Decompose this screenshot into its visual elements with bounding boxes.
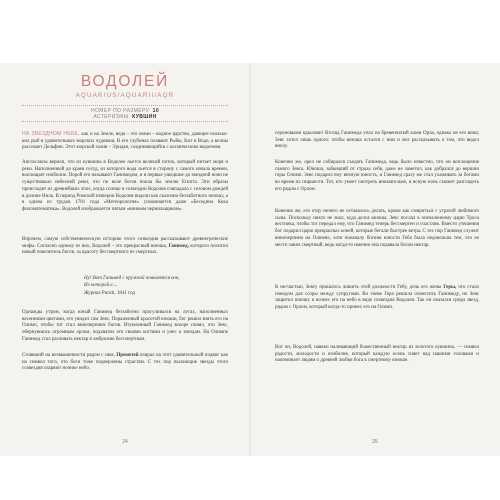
page-number-right: 25	[372, 439, 378, 445]
prometheus-text-2: взирал на этот удивительный подвиг как на символ того, что боги тоже подвержены страстям. С тех пор пылающие звезды этого созвездия озаряют ночное небо.	[22, 353, 229, 372]
paragraph-eagle-wings: сероновыми крылами! Взгляд Ганимеда упал на бревенчатый клюв Орла, однако не его вина; Зевс хотел лишь одного: чтобы юноша остался с ним и мог рассказывать о том, что видел внизу.	[275, 131, 479, 150]
divider-bottom	[22, 121, 228, 122]
asterism-value: КУВШИН	[132, 114, 157, 120]
paragraph-anglo-saxons: Англосаксы верили, что из кувшина в Водолее льется великий поток, который питает моря и реки. Наполненный до краев сосуд, из которого вода льется в сторону с самого начала времен, воплощает изобилие. Порой его называют Ганимедом, и в первые ушедшие до звездной ночи не существовало небесной реки, что по воле богов поила бы землю Египта. Эти образы происходят из древнейших эпох, когда солнце в созвездии Водолея совпадало с сезоном дождей в долине Нила. В период Римской империи Водолея видели как сказочно беззаботного юношу, а в одном из трудов 1701 года «Метеорология» упоминается даже «Беседина Кока филоматематика». Водолей изображается пятым «винным чернильщиком».	[22, 160, 228, 212]
paragraph-hebe	[275, 285, 479, 312]
paragraph-father: Конечно же, его отцу ничего не оставалось делать, кроме как смириться с утратой любимого сына. Поскольку никто не знал, куда делся юноша, Зевс послал к опечаленному царю Троса вестника, чтобы тот передал ему, что Ганимед теперь бессмертен и счастлив. Вместо утешения бог подарил царю прекрасных коней, которые бегали быстрее ветра. С тех пор Ганимед служит виночерпием на Олимпе, хотя поначалу богиня юности Геба была недовольна тем, что ее место занял смертный, ведь когда-то именно она подавала богам нектар.	[275, 209, 479, 248]
hebe-text-1: К несчастью, Зевсу пришлось лишить этой должности Гебу, дочь его жены	[275, 285, 442, 290]
paragraph-olympus: Конечно же, орел не собирался съедать Ганимеда, ведь было известно, что он воплощение самого Зевса. Юноша, забывший от страха себя, даже не заметил, как добрался до вершин горы Олимп. Зевс подарил ему вечную юность, и Ганимед сразу же стал ухаживать за богами во время их пиршеств. Тот, кто умеет смотреть внимательно, в ясную ночь сможет разглядеть его рядом с Орлом.	[275, 160, 479, 192]
greek-myth-text-2: которого похитил новый повелитель богов, за красоту бессмертного из смертных.	[22, 243, 228, 256]
epigraph-line-1: Ну! Вот Ганимед с кружкой появляется вон,	[84, 276, 180, 281]
ganymede-name: Ганимед,	[168, 243, 189, 249]
intro-text: как и на Земле, вода – это океан – водное царство, дающее сколько-ких рыб и удивительных морских чудовищ. В его глубинах плавают Рыбы, Кит и Водо, а волны рассекает Дельфин. Этот морской залив – Эридан, соединяющийся с космическим водоемом.	[22, 132, 229, 151]
intro-lead: НА ЗВЕЗДНОМ НЕБЕ,	[22, 131, 80, 137]
divider-top	[22, 105, 228, 106]
left-page	[0, 63, 250, 456]
asterism-line	[0, 114, 250, 120]
epigraph-line-2: Из которой в ...	[84, 283, 118, 288]
hebe-text-2: что стало поводом для ссоры между супругами. Во гневе Гера решила отомстить Ганимеду, но Зевс защитил юношу и вознес его на небо в виде созвездия Водолея. Так он оказался среди звезд, рядом с Орлом, который когда-то принес его на Олимп.	[275, 285, 480, 311]
size-rank-label: НОМЕР ПО РАЗМЕРУ:	[90, 108, 151, 114]
constellation-latin-name: AQUARIUS/AQUARII/AQR	[75, 92, 175, 99]
paragraph-closing: Вот он, Водолей, навеки наливающий божественный нектар из золотого кувшина, — символ радости, молодости и изобилия, который каждую осень сияет над нашими головами и напоминает людям о древней любви бога к смертному юноше.	[275, 345, 479, 364]
prometheus-name: Прометей	[116, 353, 139, 358]
right-page	[250, 63, 500, 456]
size-rank-value: 10	[152, 108, 160, 114]
paragraph-meadow: Однажды утром, когда юный Ганимед беззаботно прогуливался на лугах, наполненных весенними цветами, его увидел сам Зевс. Пораженный красотой юноши, бог решил взять его на Олимп, чтобы тот стал виночерпием богов. Изумленный Ганимед вскоре понял, что Зевс, обернувшись огромным орлом, подхватил его своими когтями и унес к звездам. На Олимпе Ганимед стал разливать нектар и амброзию бессмертным.	[22, 310, 228, 342]
book-spread	[0, 63, 500, 456]
asterism-label: АСТЕРИЗМЫ:	[93, 114, 131, 120]
hera-name: Геры,	[443, 285, 457, 290]
paragraph-intro	[22, 131, 228, 152]
greek-myth-text-1: Впрочем, самую собственническую историю этого созвездия рассказывают древнегреческие мифы. Согласно одному из них, Водолей – это прекрасный юноша,	[22, 237, 228, 249]
page-number-left: 24	[122, 439, 128, 445]
constellation-title: ВОДОЛЕЙ	[80, 73, 170, 90]
epigraph-source: Журнал Punch, 1841 год	[84, 291, 135, 296]
paragraph-greek-myth	[22, 237, 228, 257]
paragraph-prometheus	[22, 353, 228, 373]
prometheus-text-1: Стоявший на возвышенности рядом с ним,	[22, 353, 115, 358]
